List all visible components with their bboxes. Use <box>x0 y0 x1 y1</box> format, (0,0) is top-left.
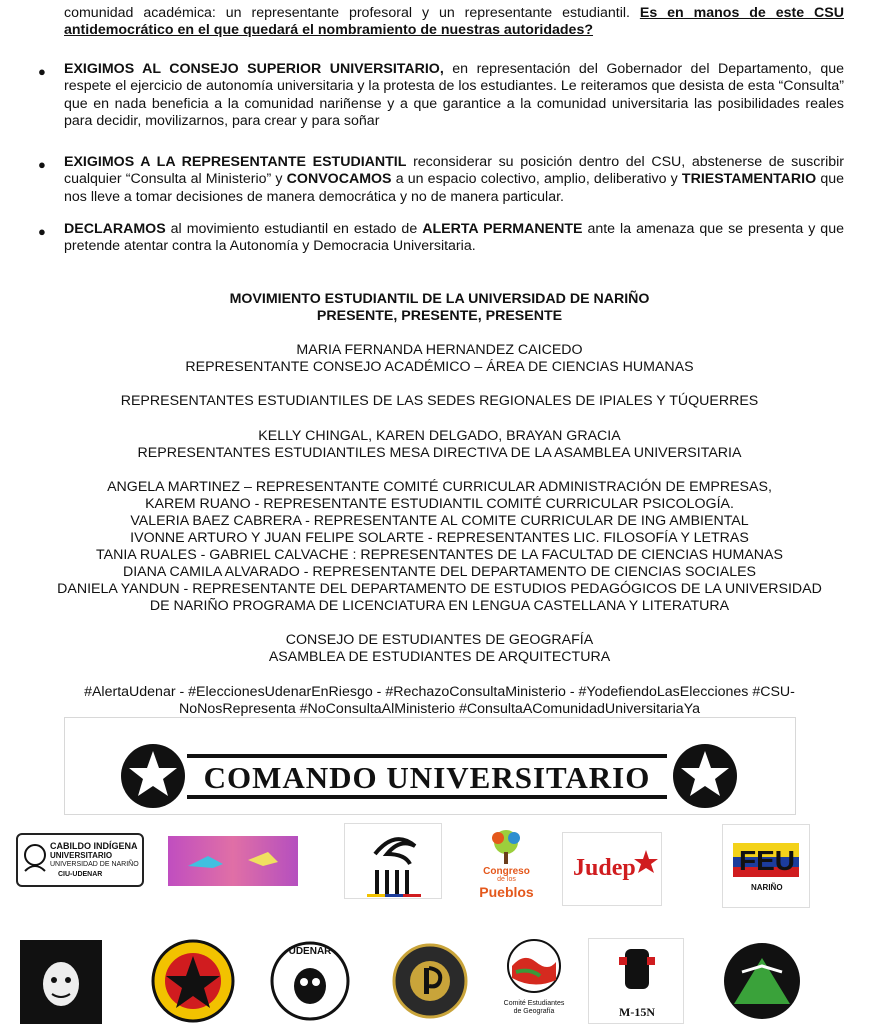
federacion-emblem <box>150 938 236 1024</box>
movimiento-logo <box>390 938 470 1024</box>
judep-logo <box>562 832 662 906</box>
congreso-word-3: Pueblos <box>479 884 534 900</box>
bullet-2-text1: reconsiderar su posición dentro del CSU, abstenerse de suscribir cualquier “Consulta al Ministerio” y <box>64 154 844 188</box>
bullet-dot: ● <box>38 64 46 79</box>
cabildo-emblem-icon <box>20 841 50 879</box>
compass-globe-icon <box>494 932 574 998</box>
m15n-wordmark: M-15N <box>619 1005 655 1019</box>
bullet-2-lead: EXIGIMOS A LA REPRESENTANTE ESTUDIANTIL <box>64 154 407 170</box>
signature-heading-1: MOVIMIENTO ESTUDIANTIL DE LA UNIVERSIDAD DE NARIÑO <box>229 291 650 307</box>
movimiento-emblem <box>390 938 470 1024</box>
signature-line: KELLY CHINGAL, KAREN DELGADO, BRAYAN GRACIA <box>258 428 621 444</box>
comite-geografia-logo <box>494 932 574 1024</box>
bullet-1 <box>64 61 844 130</box>
congreso-de-los-pueblos-logo <box>474 826 539 904</box>
asociacion-colombiana-logo <box>344 823 442 899</box>
geografia-title-1: Comité Estudiantes <box>503 1000 565 1007</box>
swirl-emblem-icon <box>345 824 442 899</box>
bullet-3-text1: al movimiento estudiantil en estado de <box>170 221 418 237</box>
intro-text: comunidad académica: un representante profesoral y un representante estudiantil. <box>64 5 630 21</box>
cabildo-indigena-logo <box>16 833 144 887</box>
signature-line: ASAMBLEA DE ESTUDIANTES DE ARQUITECTURA <box>268 649 611 665</box>
hashtags-line-2: NoNosRepresenta #NoConsultaAlMinisterio #ConsultaAComunidadUniversitariaYa <box>179 701 700 717</box>
judep-wordmark: Judep <box>573 855 636 881</box>
signature-line: REPRESENTANTES ESTUDIANTILES DE LAS SEDES REGIONALES DE IPIALES Y TÚQUERRES <box>120 393 759 409</box>
raised-fist-icon <box>589 939 684 1009</box>
signature-line: CONSEJO DE ESTUDIANTES DE GEOGRAFÍA <box>285 632 594 648</box>
bullet-3 <box>64 221 844 256</box>
bullet-3-lead2: ALERTA PERMANENTE <box>422 221 583 237</box>
hummingbird-icon <box>168 836 298 886</box>
geografia-title-2: de Geografía <box>513 1008 555 1015</box>
bullet-3-lead: DECLARAMOS <box>64 221 166 237</box>
signature-line: DANIELA YANDUN - REPRESENTANTE DEL DEPARTAMENTO DE ESTUDIOS PEDAGÓGICOS DE LA UNIVERSIDAD <box>57 581 822 597</box>
feu-wordmark: FEU <box>739 845 795 876</box>
feu-narino-logo <box>722 824 810 908</box>
condor-mountain-logo <box>722 938 802 1024</box>
bullet-dot: ● <box>38 157 46 172</box>
banner-graphic <box>65 718 795 814</box>
congreso-word-1: Congreso <box>483 866 530 877</box>
signature-line: DE NARIÑO PROGRAMA DE LICENCIATURA EN LENGUA CASTELLANA Y LITERATURA <box>149 598 730 614</box>
bullet-dot: ● <box>38 224 46 239</box>
bullet-2 <box>64 154 844 206</box>
udenar-gas-mask-logo <box>268 938 352 1024</box>
signature-line: ANGELA MARTINEZ – REPRESENTANTE COMITÉ CURRICULAR ADMINISTRACIÓN DE EMPRESAS, <box>107 479 772 495</box>
signature-line: TANIA RUALES - GABRIEL CALVACHE : REPRESENTANTES DE LA FACULTAD DE CIENCIAS HUMANAS <box>96 547 783 563</box>
cabildo-title-1: CABILDO INDÍGENA <box>50 841 138 851</box>
masked-collective-logo <box>20 940 102 1024</box>
bullet-1-text: en representación del Gobernador del Departamento, que respete el ejercicio de autonomía universitaria y la protesta de los estudiantes. Le reiteramos que desista de esta “Consulta” que en nada beneficia a la comunidad nariñense y a que garantice a la comunidad universitaria las posibilidades reales para decidir, movilizarnos, para crear y para soñar <box>64 61 844 129</box>
udenar-wordmark: UDENAR <box>288 946 332 957</box>
red-star-icon <box>633 849 659 875</box>
cabildo-title-4: CIU-UDENAR <box>58 871 103 878</box>
congreso-word-2: de los <box>497 876 516 883</box>
hashtags-line-1: #AlertaUdenar - #EleccionesUdenarEnRiesgo - #RechazoConsultaMinisterio - #YodefiendoLasElecciones #CSU- <box>84 684 795 700</box>
banner-title: COMANDO UNIVERSITARIO <box>203 760 651 795</box>
signature-line: VALERIA BAEZ CABRERA - REPRESENTANTE AL COMITE CURRICULAR DE ING AMBIENTAL <box>130 513 749 529</box>
signature-line: IVONNE ARTURO Y JUAN FELIPE SOLARTE - REPRESENTANTES LIC. FILOSOFÍA Y LETRAS <box>130 530 749 546</box>
signature-line: KAREM RUANO - REPRESENTANTE ESTUDIANTIL COMITÉ CURRICULAR PSICOLOGÍA. <box>145 496 734 512</box>
signature-line: DIANA CAMILA ALVARADO - REPRESENTANTE DEL DEPARTAMENTO DE CIENCIAS SOCIALES <box>122 564 757 580</box>
bullet-2-text2: a un espacio colectivo, amplio, deliberativo y <box>395 171 678 188</box>
intro-paragraph <box>64 5 844 40</box>
feu-subtitle: NARIÑO <box>751 883 783 892</box>
cabildo-title-3: UNIVERSIDAD DE NARIÑO <box>50 861 139 868</box>
tree-icon <box>484 826 529 866</box>
m15n-logo <box>588 938 684 1024</box>
bullet-3-text2: ante la amenaza que se presenta y que pretende atentar contra la Autonomía y Democracia Universitaria. <box>64 221 844 255</box>
bullet-2-lead3: TRIESTAMENTARIO <box>681 171 817 188</box>
bullet-2-text3: que nos lleve a tomar decisiones de manera democrática y no de manera particular. <box>64 171 844 205</box>
signature-line: REPRESENTANTES ESTUDIANTILES MESA DIRECTIVA DE LA ASAMBLEA UNIVERSITARIA <box>137 445 742 461</box>
intro-emphasis: Es en manos de este CSU antidemocrático en el que quedará el nombramiento de nuestras autoridades? <box>64 5 844 39</box>
signature-line: REPRESENTANTE CONSEJO ACADÉMICO – ÁREA DE CIENCIAS HUMANAS <box>185 359 694 375</box>
condor-mountain-icon <box>722 938 802 1024</box>
bullet-1-lead: EXIGIMOS AL CONSEJO SUPERIOR UNIVERSITARIO, <box>64 61 444 77</box>
colibri-collective-logo <box>168 836 298 886</box>
bullet-2-lead2: CONVOCAMOS <box>286 171 392 188</box>
cabildo-title-2: UNIVERSITARIO <box>50 851 113 860</box>
signature-heading-2: PRESENTE, PRESENTE, PRESENTE <box>316 308 563 324</box>
federacion-universitaria-logo <box>150 938 236 1024</box>
signature-line: MARIA FERNANDA HERNANDEZ CAICEDO <box>296 342 583 358</box>
mask-icon <box>20 940 102 1024</box>
comando-universitario-banner <box>64 717 796 815</box>
